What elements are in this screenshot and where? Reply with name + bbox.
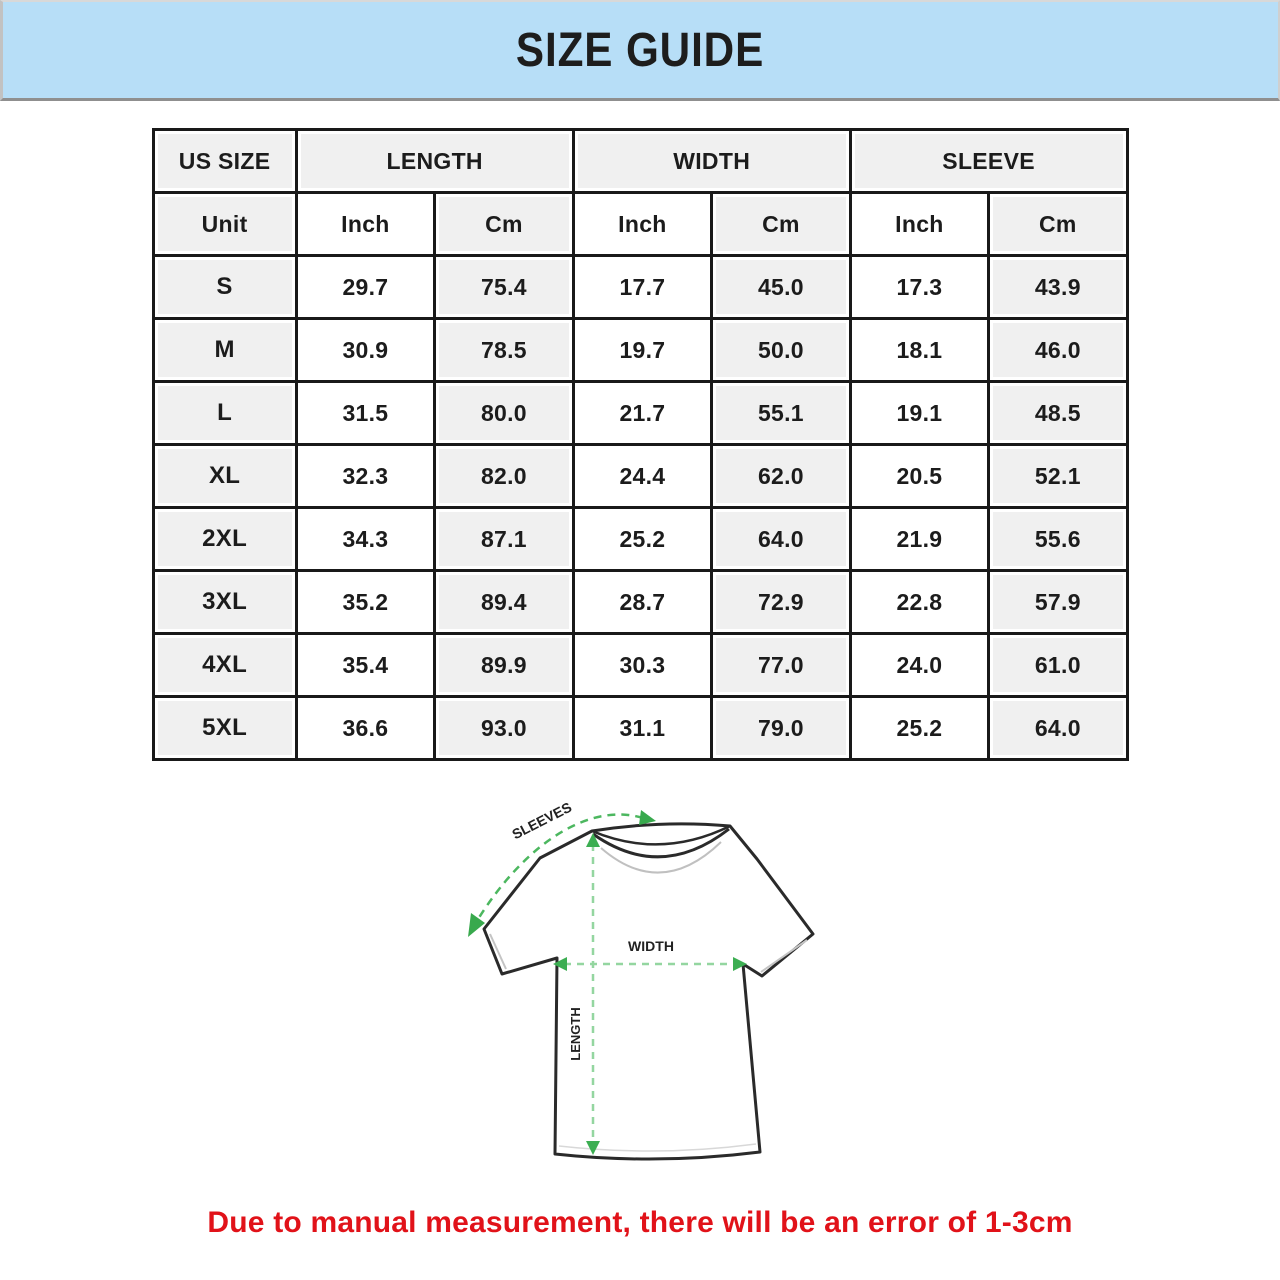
table-row	[153, 256, 1127, 319]
value-cell: 89.9	[439, 638, 569, 692]
unit-inch-sleeve: Inch	[855, 197, 985, 251]
value-cell: 43.9	[993, 260, 1122, 314]
value-cell: 64.0	[716, 512, 846, 566]
size-table	[152, 128, 1129, 761]
sleeves-arrowhead-bottom	[468, 913, 485, 937]
value-cell: 22.8	[855, 575, 985, 629]
value-cell: 28.7	[578, 575, 708, 629]
value-cell: 77.0	[716, 638, 846, 692]
col-header-us-size: US SIZE	[158, 134, 292, 188]
value-cell: 48.5	[993, 386, 1122, 440]
value-cell: 50.0	[716, 323, 846, 377]
value-cell: 46.0	[993, 323, 1122, 377]
value-cell: 75.4	[439, 260, 569, 314]
value-cell: 79.0	[716, 701, 846, 755]
tshirt-measurement-diagram	[440, 794, 840, 1184]
size-cell: 5XL	[158, 701, 292, 755]
value-cell: 93.0	[439, 701, 569, 755]
value-cell: 35.4	[301, 638, 431, 692]
sleeves-arrowhead-top	[639, 810, 656, 825]
unit-cm-width: Cm	[716, 197, 846, 251]
size-cell: 4XL	[158, 638, 292, 692]
table-row	[153, 319, 1127, 382]
value-cell: 25.2	[855, 701, 985, 755]
value-cell: 34.3	[301, 512, 431, 566]
unit-inch-width: Inch	[578, 197, 708, 251]
value-cell: 25.2	[578, 512, 708, 566]
value-cell: 35.2	[301, 575, 431, 629]
size-cell: 3XL	[158, 575, 292, 629]
size-cell: XL	[158, 449, 292, 503]
size-cell: 2XL	[158, 512, 292, 566]
group-header-row	[153, 130, 1127, 193]
value-cell: 89.4	[439, 575, 569, 629]
value-cell: 24.0	[855, 638, 985, 692]
size-cell: L	[158, 386, 292, 440]
col-header-width: WIDTH	[578, 134, 846, 188]
value-cell: 78.5	[439, 323, 569, 377]
value-cell: 61.0	[993, 638, 1122, 692]
value-cell: 17.3	[855, 260, 985, 314]
sleeves-label: SLEEVES	[509, 798, 575, 843]
value-cell: 32.3	[301, 449, 431, 503]
table-row	[153, 382, 1127, 445]
value-cell: 19.1	[855, 386, 985, 440]
value-cell: 45.0	[716, 260, 846, 314]
value-cell: 31.5	[301, 386, 431, 440]
size-cell: S	[158, 260, 292, 314]
unit-label: Unit	[158, 197, 292, 251]
value-cell: 19.7	[578, 323, 708, 377]
width-label: WIDTH	[628, 938, 674, 954]
value-cell: 87.1	[439, 512, 569, 566]
value-cell: 31.1	[578, 701, 708, 755]
value-cell: 18.1	[855, 323, 985, 377]
value-cell: 24.4	[578, 449, 708, 503]
unit-inch-length: Inch	[301, 197, 431, 251]
value-cell: 29.7	[301, 260, 431, 314]
page-title: SIZE GUIDE	[516, 23, 765, 77]
col-header-length: LENGTH	[301, 134, 569, 188]
value-cell: 55.1	[716, 386, 846, 440]
table-row	[153, 571, 1127, 634]
value-cell: 30.3	[578, 638, 708, 692]
size-table-container	[152, 128, 1129, 761]
value-cell: 64.0	[993, 701, 1122, 755]
value-cell: 21.7	[578, 386, 708, 440]
value-cell: 17.7	[578, 260, 708, 314]
value-cell: 80.0	[439, 386, 569, 440]
value-cell: 82.0	[439, 449, 569, 503]
value-cell: 30.9	[301, 323, 431, 377]
value-cell: 55.6	[993, 512, 1122, 566]
size-cell: M	[158, 323, 292, 377]
table-row	[153, 697, 1127, 760]
length-label: LENGTH	[568, 1007, 583, 1061]
value-cell: 57.9	[993, 575, 1122, 629]
unit-cm-sleeve: Cm	[993, 197, 1122, 251]
value-cell: 72.9	[716, 575, 846, 629]
unit-row	[153, 193, 1127, 256]
value-cell: 36.6	[301, 701, 431, 755]
tshirt-diagram-svg	[440, 794, 840, 1179]
table-row	[153, 508, 1127, 571]
title-banner	[0, 0, 1280, 101]
value-cell: 20.5	[855, 449, 985, 503]
measurement-disclaimer: Due to manual measurement, there will be an error of 1-3cm	[207, 1206, 1073, 1239]
col-header-sleeve: SLEEVE	[855, 134, 1123, 188]
value-cell: 21.9	[855, 512, 985, 566]
value-cell: 62.0	[716, 449, 846, 503]
table-row	[153, 445, 1127, 508]
table-row	[153, 634, 1127, 697]
tshirt-outline	[484, 824, 813, 1159]
unit-cm-length: Cm	[439, 197, 569, 251]
value-cell: 52.1	[993, 449, 1122, 503]
